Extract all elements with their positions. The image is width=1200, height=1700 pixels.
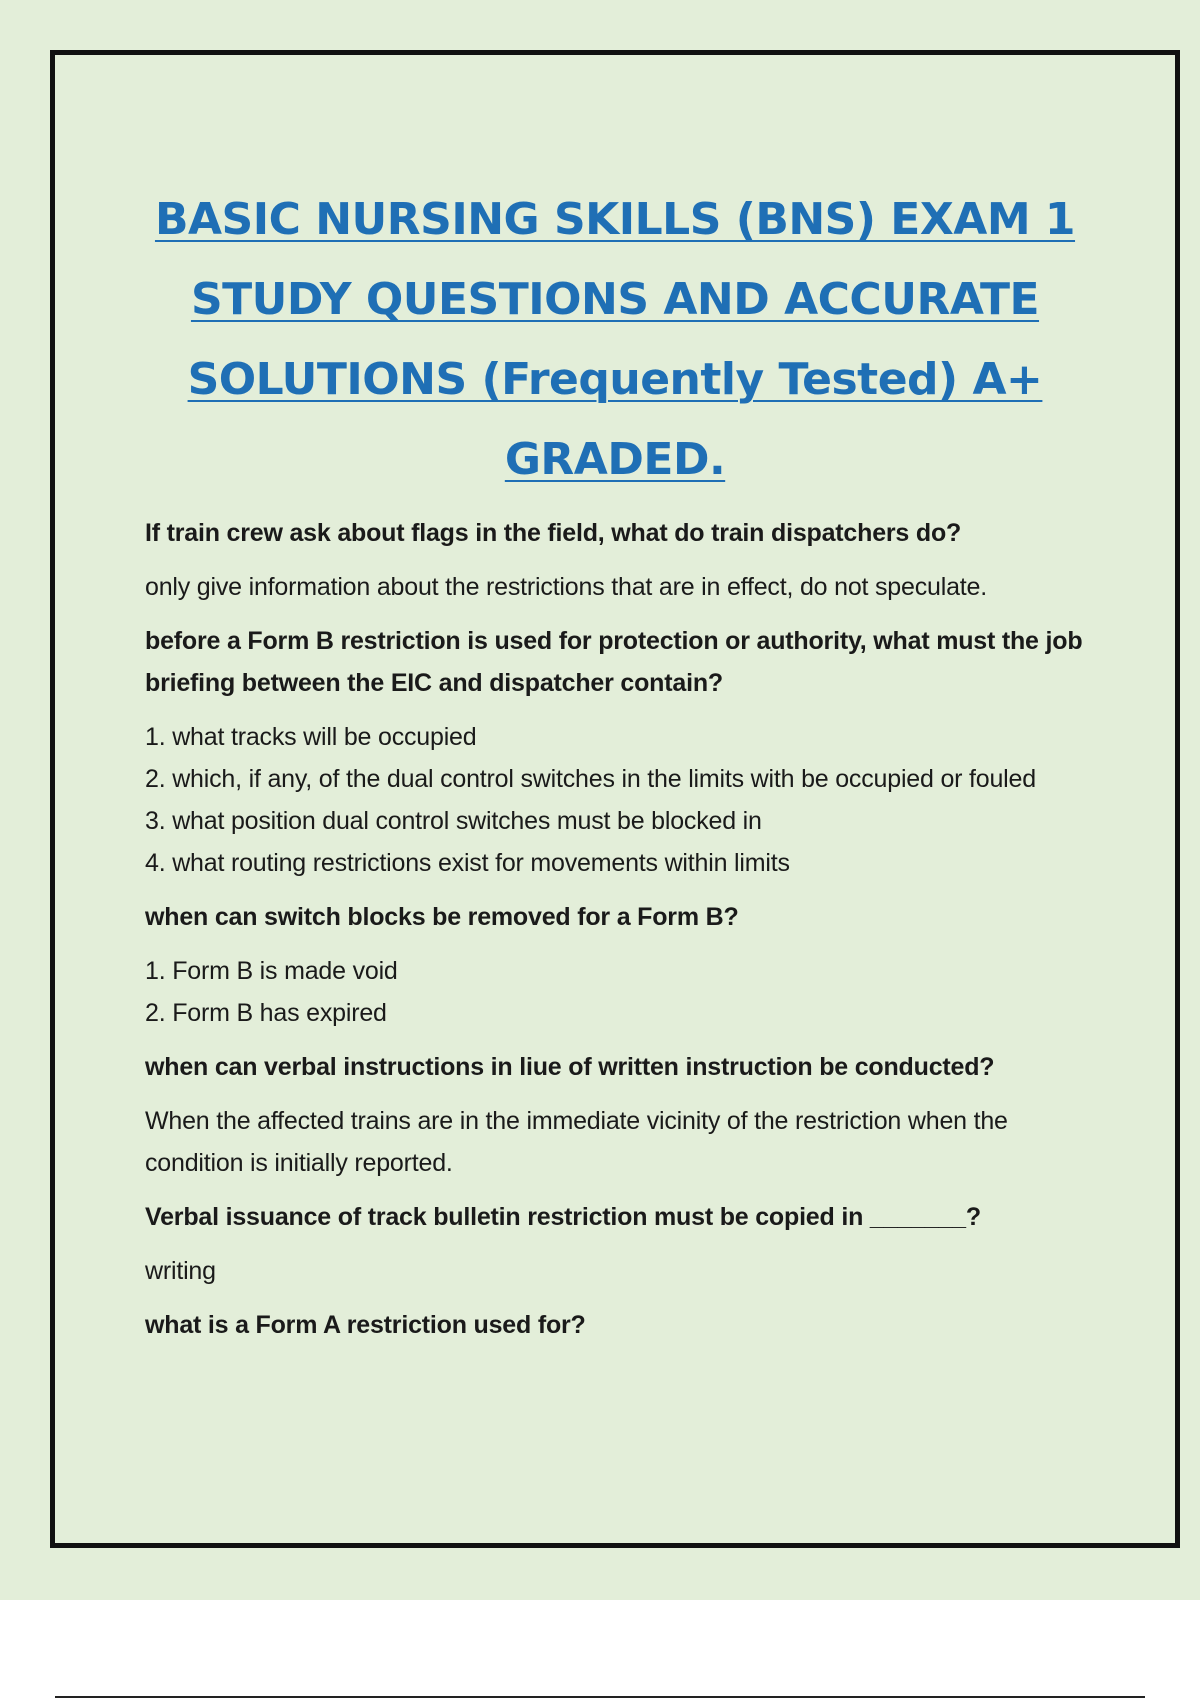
answer-text: When the affected trains are in the immediate vicinity of the restriction when the condition is initially reported. (145, 1107, 1008, 1177)
answer-list (145, 950, 1105, 1034)
answer-list-item: 3. what position dual control switches must be blocked in (145, 807, 762, 835)
qa-item (145, 620, 1105, 884)
answer-text: only give information about the restrictions that are in effect, do not speculate. (145, 573, 987, 601)
answer-list-item: 1. Form B is made void (145, 957, 398, 985)
question-text: If train crew ask about flags in the field, what do train dispatchers do? (145, 519, 962, 547)
answer-list-item: 2. Form B has expired (145, 999, 387, 1027)
question-text: Verbal issuance of track bulletin restriction must be copied in _______? (145, 1203, 981, 1231)
qa-item (145, 896, 1105, 1034)
question-text: before a Form B restriction is used for protection or authority, what must the job briefing between the EIC and dispatcher contain? (145, 627, 1083, 697)
title-line: STUDY QUESTIONS AND ACCURATE (190, 274, 1040, 325)
qa-item (145, 1196, 1105, 1292)
answer-list (145, 716, 1105, 884)
answer-text: writing (145, 1257, 216, 1285)
answer-list-item: 4. what routing restrictions exist for movements within limits (145, 849, 790, 877)
document-title (100, 180, 1130, 500)
question-text: when can verbal instructions in liue of written instruction be conducted? (145, 1053, 995, 1081)
footer-rule (55, 1696, 1145, 1698)
title-line: GRADED. (504, 434, 726, 485)
qa-item (145, 512, 1105, 608)
answer-list-item: 2. which, if any, of the dual control switches in the limits with be occupied or fouled (145, 765, 1036, 793)
question-text: when can switch blocks be removed for a Form B? (145, 903, 739, 931)
title-line: BASIC NURSING SKILLS (BNS) EXAM 1 (154, 194, 1076, 245)
qa-item (145, 1304, 1105, 1346)
qa-item (145, 1046, 1105, 1184)
title-line: SOLUTIONS (Frequently Tested) A+ (187, 354, 1043, 405)
answer-list-item: 1. what tracks will be occupied (145, 723, 477, 751)
qa-content (145, 512, 1105, 1358)
question-text: what is a Form A restriction used for? (145, 1311, 586, 1339)
